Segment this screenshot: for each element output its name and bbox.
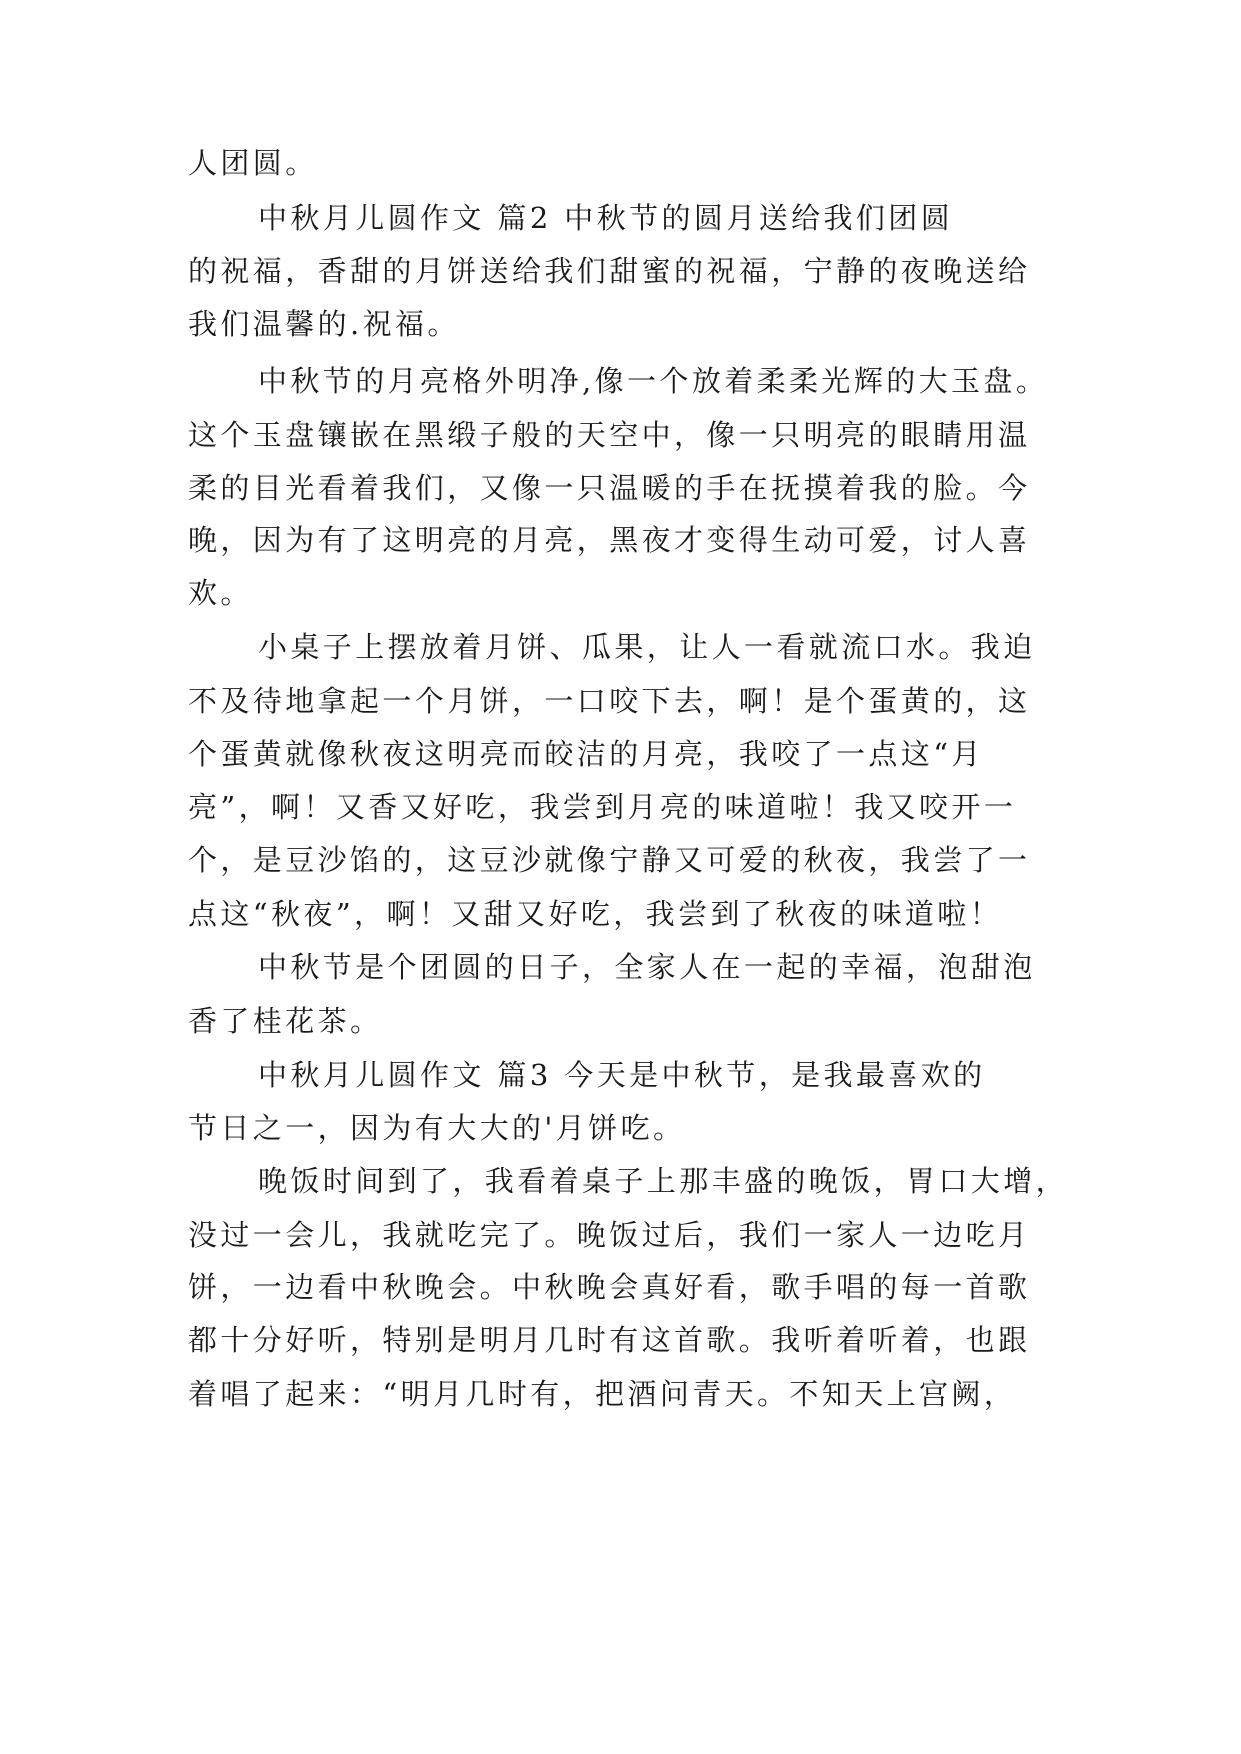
section-heading-line: 中秋月儿圆作文 篇2 中秋节的圆月送给我们团圆 xyxy=(258,201,954,235)
text-line: 饼，一边看中秋晚会。中秋晚会真好看，歌手唱的每一首歌 xyxy=(188,1270,1031,1304)
text-line: 柔的目光看着我们，又像一只温暖的手在抚摸着我的脸。今 xyxy=(188,471,1031,505)
text-line: 没过一会儿，我就吃完了。晚饭过后，我们一家人一边吃月 xyxy=(188,1218,1031,1252)
text-line: 的祝福，香甜的月饼送给我们甜蜜的祝福，宁静的夜晚送给 xyxy=(188,254,1031,288)
paragraph-start-line: 中秋节的月亮格外明净,像一个放着柔柔光辉的大玉盘。 xyxy=(258,364,1049,398)
text-line: 个，是豆沙馅的，这豆沙就像宁静又可爱的秋夜，我尝了一 xyxy=(188,843,1031,877)
text-line: 这个玉盘镶嵌在黑缎子般的天空中，像一只明亮的眼睛用温 xyxy=(188,418,1031,452)
paragraph-start-line: 小桌子上摆放着月饼、瓜果，让人一看就流口水。我迫 xyxy=(258,630,1036,664)
text-line: 都十分好听，特别是明月几时有这首歌。我听着听着，也跟 xyxy=(188,1323,1031,1357)
text-line: 晚，因为有了这明亮的月亮，黑夜才变得生动可爱，讨人喜 xyxy=(188,523,1031,557)
text-line: 不及待地拿起一个月饼，一口咬下去，啊！是个蛋黄的，这 xyxy=(188,684,1031,718)
paragraph-start-line: 晚饭时间到了，我看着桌子上那丰盛的晚饭，胃口大增， xyxy=(258,1164,1069,1198)
text-line: 我们温馨的.祝福。 xyxy=(188,307,460,341)
text-line: 人团圆。 xyxy=(188,146,318,180)
section-heading-line: 中秋月儿圆作文 篇3 今天是中秋节，是我最喜欢的 xyxy=(258,1058,986,1092)
text-line: 着唱了起来：“明月几时有，把酒问青天。不知天上宫阙， xyxy=(188,1377,1017,1411)
text-line: 亮”，啊！又香又好吃，我尝到月亮的味道啦！我又咬开一 xyxy=(188,790,1017,824)
text-line: 香了桂花茶。 xyxy=(188,1004,383,1038)
text-line: 节日之一，因为有大大的'月饼吃。 xyxy=(188,1111,686,1145)
paragraph-start-line: 中秋节是个团圆的日子，全家人在一起的幸福，泡甜泡 xyxy=(258,950,1036,984)
text-line: 个蛋黄就像秋夜这明亮而皎洁的月亮，我咬了一点这“月 xyxy=(188,737,984,771)
text-line: 点这“秋夜”，啊！又甜又好吃，我尝到了秋夜的味道啦！ xyxy=(188,897,1003,931)
text-line: 欢。 xyxy=(188,576,253,610)
